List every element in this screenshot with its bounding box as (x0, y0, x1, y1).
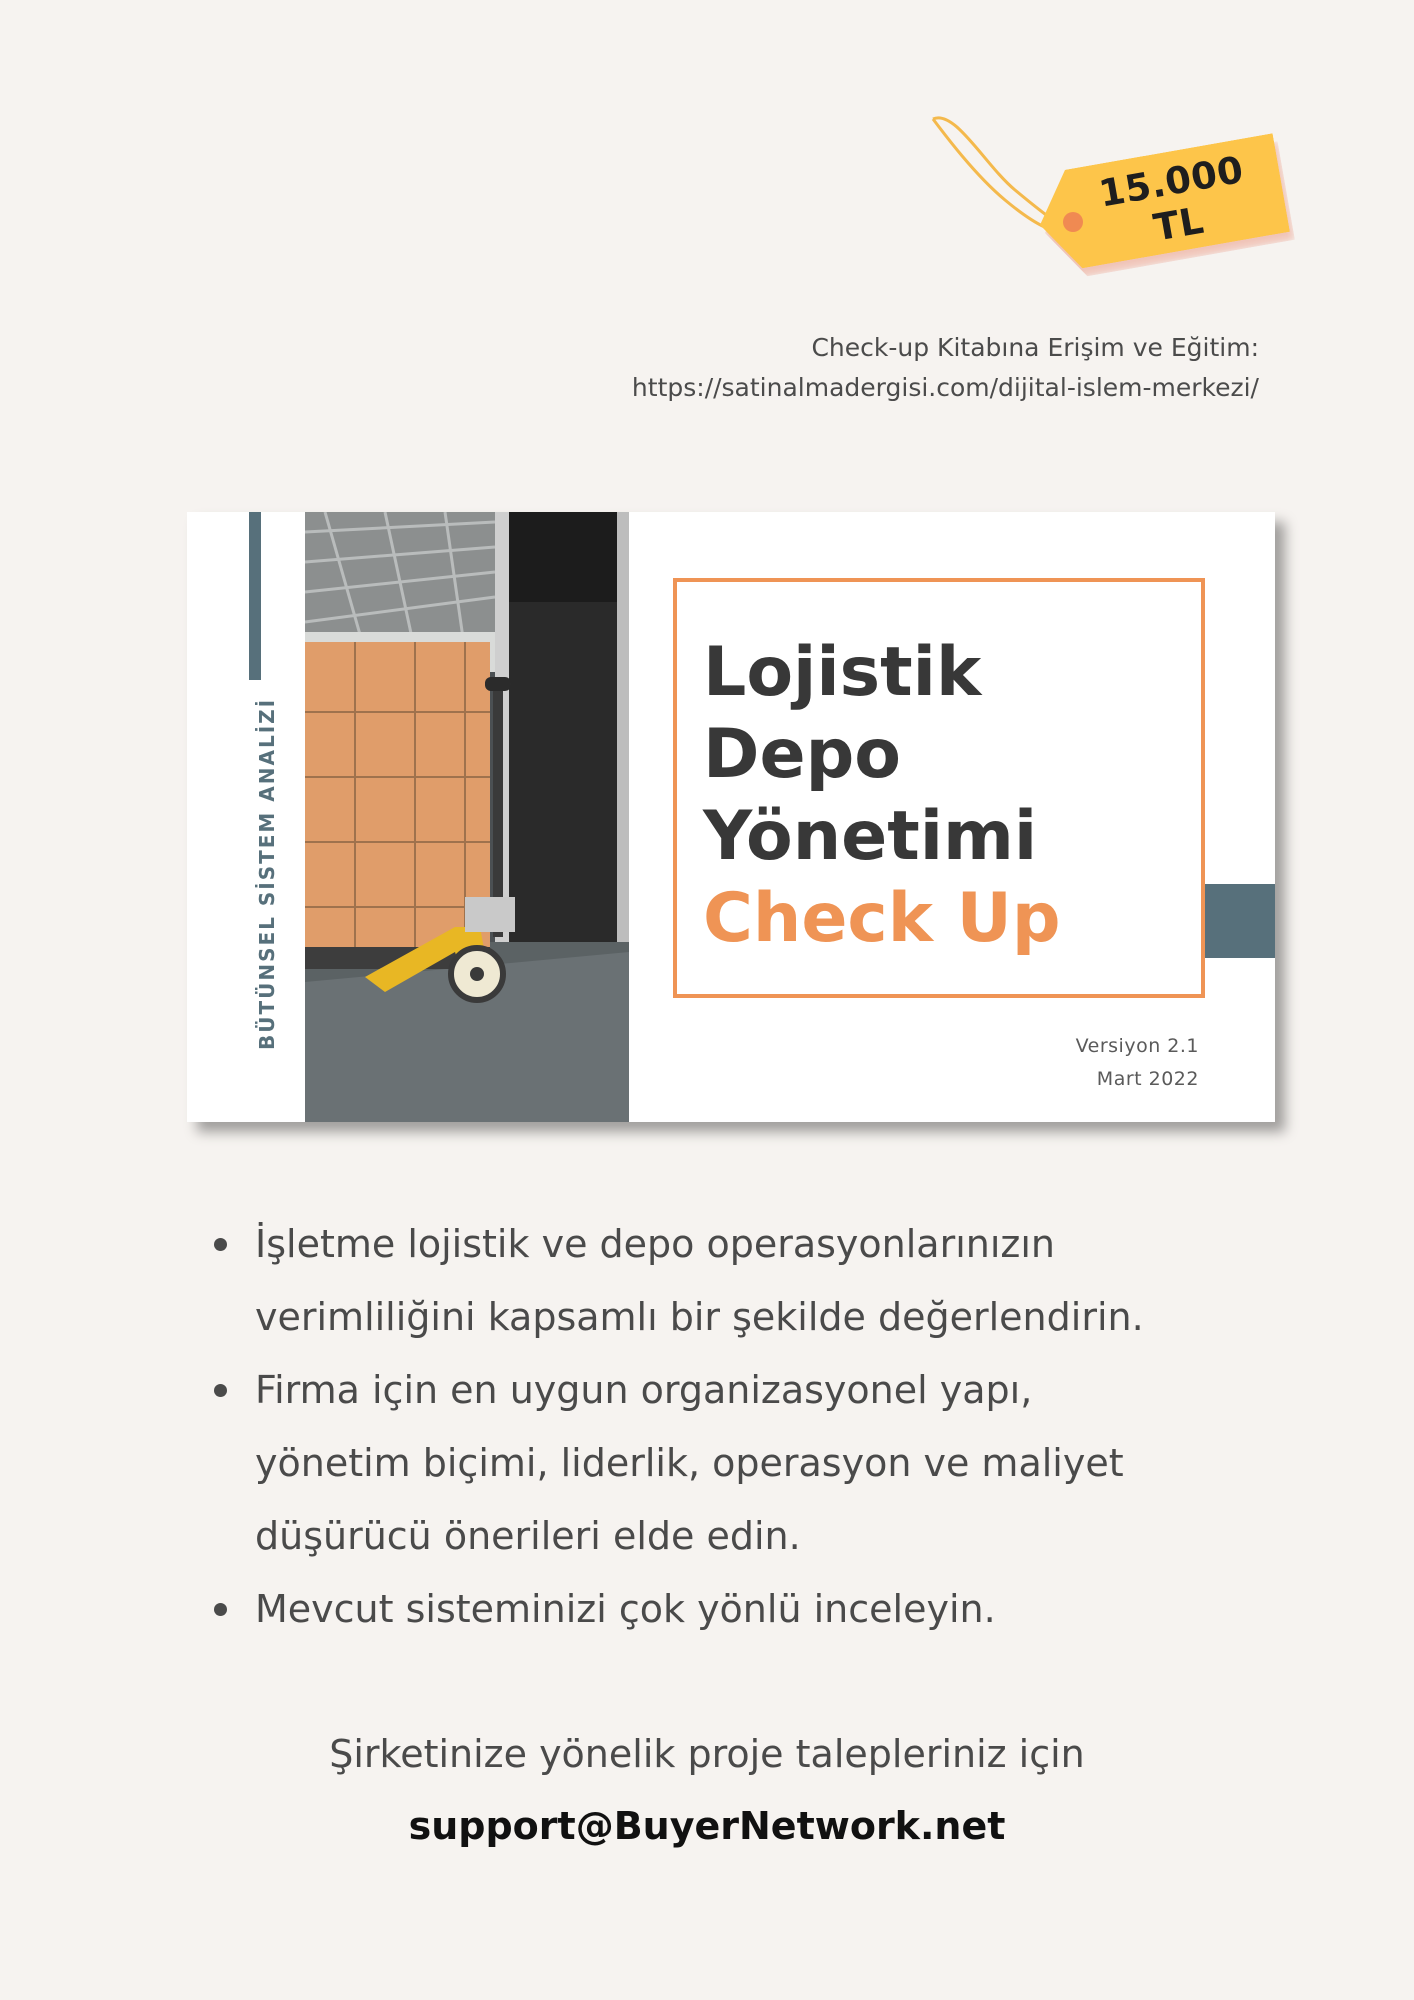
list-item-line: Firma için en uygun organizasyonel yapı, (255, 1368, 1033, 1412)
cover-side-tab (1205, 884, 1275, 958)
cover-title (703, 632, 1061, 960)
cover-accent-bar (249, 512, 261, 680)
list-item (210, 1208, 1310, 1354)
contact-text: Şirketinize yönelik proje talepleriniz için (329, 1732, 1085, 1776)
access-info-title: Check-up Kitabına Erişim ve Eğitim: (811, 333, 1259, 362)
warehouse-illustration (305, 512, 629, 1122)
price-tag (925, 105, 1295, 305)
list-item (210, 1354, 1310, 1573)
cover-version: Versiyon 2.1 (1075, 1035, 1199, 1057)
access-info (632, 328, 1259, 408)
list-item-line: düşürücü önerileri elde edin. (255, 1514, 801, 1558)
cover-title-line-3: Yönetimi (703, 797, 1038, 876)
cover-title-line-1: Lojistik (703, 633, 982, 712)
list-item-line: Mevcut sisteminizi çok yönlü inceleyin. (255, 1587, 996, 1631)
list-item-line: İşletme lojistik ve depo operasyonlarınızın (255, 1222, 1056, 1266)
cover-title-frame (673, 578, 1205, 998)
cover-version-info (1076, 1030, 1199, 1096)
list-item-line: verimliliğini kapsamlı bir şekilde değerlendirin. (255, 1295, 1144, 1339)
list-item (210, 1573, 1310, 1646)
cover-title-accent: Check Up (703, 879, 1061, 958)
feature-list (210, 1208, 1310, 1646)
book-cover (187, 512, 1275, 1122)
cover-title-line-2: Depo (703, 715, 901, 794)
list-item-line: yönetim biçimi, liderlik, operasyon ve maliyet (255, 1441, 1124, 1485)
contact-email-link[interactable]: support@BuyerNetwork.net (408, 1804, 1006, 1848)
access-info-url[interactable]: https://satinalmadergisi.com/dijital-islem-merkezi/ (631, 373, 1259, 402)
price-label: 15.000 TL (1095, 147, 1247, 250)
contact-footer (0, 1718, 1414, 1862)
warehouse-photo (305, 512, 629, 1122)
cover-vertical-label: BÜTÜNSEL SİSTEM ANALİZİ (255, 697, 279, 1050)
cover-date: Mart 2022 (1096, 1068, 1199, 1090)
